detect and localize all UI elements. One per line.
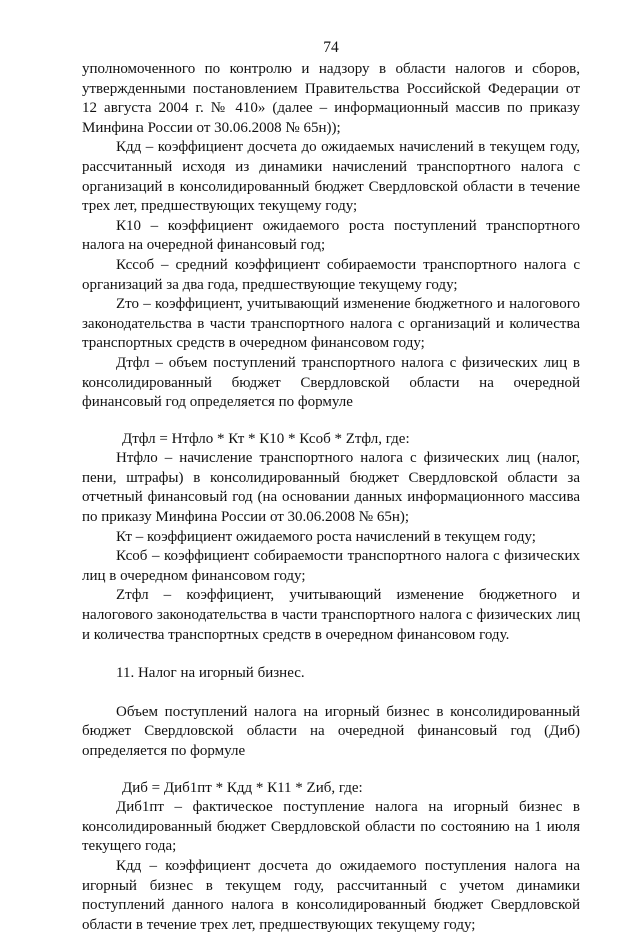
paragraph-kssob-definition: Кссоб – средний коэффициент собираемости транспортного налога с организаций за два года, предшествующие текущему году;: [82, 256, 580, 293]
paragraph-kdd-gambling-definition: Кдд – коэффициент досчета до ожидаемого поступления налога на игорный бизнес в текущем году, рассчитанный с учетом динамики поступлений данного налога в консолидированный бюджет Свердловской области в течение трех лет, предшествующих текущему году;: [82, 857, 580, 933]
paragraph-kdd-definition: Кдд – коэффициент досчета до ожидаемых начислений в текущем году, рассчитанный исходя из динамики начислений транспортного налога с организаций в консолидированный бюджет Свердловской области в течение трех лет, предшествующих текущему году;: [82, 139, 580, 215]
paragraph-dtfl-intro: Дтфл – объем поступлений транспортного налога с физических лиц в консолидированный бюджет Свердловской области на очередной финансовый год определяется по формуле: [82, 354, 580, 411]
paragraph-continuation: уполномоченного по контролю и надзору в области налогов и сборов, утвержденными постановлением Правительства Российской Федерации от 12 августа 2004 г. № 410» (далее – информационный массив по приказу Минфина России от 30.06.2008 № 65н));: [82, 61, 580, 136]
paragraph-ntflo-definition: Нтфло – начисление транспортного налога с физических лиц (налог, пени, штрафы) в консолидированный бюджет Свердловской области за отчетный финансовый год (на основании данных информационного массива по приказу Минфина России от 30.06.2008 № 65н);: [82, 450, 580, 526]
formula-dib: Диб = Диб1пт * Кдд * К11 * Zиб, где:: [122, 779, 363, 796]
paragraph-kt-definition: Кт – коэффициент ожидаемого роста начислений в текущем году;: [116, 528, 536, 545]
page-number: 74: [323, 39, 339, 56]
section-heading-gambling-tax: 11. Налог на игорный бизнес.: [116, 665, 305, 682]
paragraph-k10-definition: К10 – коэффициент ожидаемого роста поступлений транспортного налога на очередной финансовый год;: [82, 217, 580, 254]
formula-dtfl: Дтфл = Нтфло * Кт * К10 * Ксоб * Zтфл, где:: [122, 430, 410, 447]
paragraph-ztfl-definition: Zтфл – коэффициент, учитывающий изменение бюджетного и налогового законодательства в части транспортного налога с физических лиц и количества транспортных средств в очередном финансовом году.: [82, 587, 580, 643]
paragraph-ksob-definition: Ксоб – коэффициент собираемости транспортного налога с физических лиц в очередном финансовом году;: [82, 548, 580, 584]
document-body: [82, 60, 580, 935]
paragraph-dib-intro: Объем поступлений налога на игорный бизнес в консолидированный бюджет Свердловской области на очередной финансовый год (Диб) определяется по формуле: [82, 703, 580, 759]
paragraph-zto-definition: Zто – коэффициент, учитывающий изменение бюджетного и налогового законодательства в части транспортного налога с организаций и количества транспортных средств в очередном финансовом году;: [82, 296, 580, 352]
paragraph-dib1pt-definition: Диб1пт – фактическое поступление налога на игорный бизнес в консолидированный бюджет Свердловской области по состоянию на 1 июля текущего года;: [82, 799, 580, 855]
